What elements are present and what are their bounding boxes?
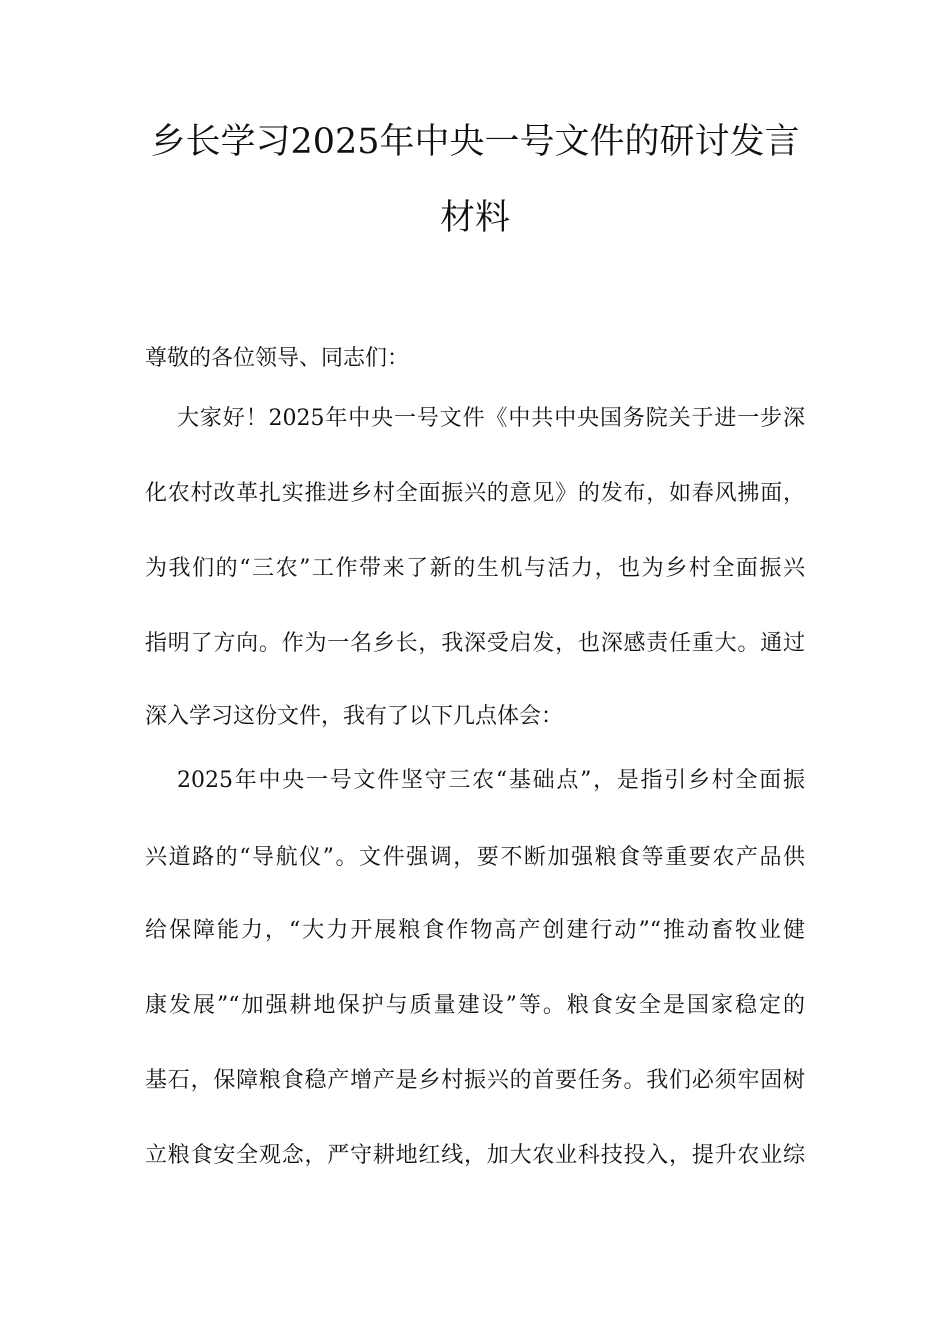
paragraph-line: 深入学习这份文件，我有了以下几点体会： — [145, 704, 564, 729]
paragraph-line: 立粮食安全观念，严守耕地红线，加大农业科技投入，提升农业综 — [145, 1143, 805, 1168]
paragraph-line: 2025年中央一号文件坚守三农“基础点”，是指引乡村全面振 — [177, 768, 805, 793]
document-title-line-2: 材料 — [439, 198, 510, 238]
paragraph-line: 指明了方向。作为一名乡长，我深受启发，也深感责任重大。通过 — [145, 631, 805, 656]
paragraph-line: 康发展”“加强耕地保护与质量建设”等。粮食安全是国家稳定的 — [145, 993, 805, 1018]
paragraph-line: 为我们的“三农”工作带来了新的生机与活力，也为乡村全面振兴 — [145, 556, 805, 581]
paragraph-line: 大家好！2025年中央一号文件《中共中央国务院关于进一步深 — [177, 406, 805, 431]
paragraph-line: 化农村改革扎实推进乡村全面振兴的意见》的发布，如春风拂面， — [145, 481, 805, 506]
paragraph-line: 基石，保障粮食稳产增产是乡村振兴的首要任务。我们必须牢固树 — [145, 1068, 805, 1093]
paragraph-line: 兴道路的“导航仪”。文件强调，要不断加强粮食等重要农产品供 — [145, 845, 805, 870]
paragraph-line: 给保障能力，“大力开展粮食作物高产创建行动”“推动畜牧业健 — [145, 918, 805, 943]
document-title-line-1: 乡长学习2025年中央一号文件的研讨发言 — [150, 122, 800, 162]
salutation: 尊敬的各位领导、同志们： — [145, 346, 410, 371]
